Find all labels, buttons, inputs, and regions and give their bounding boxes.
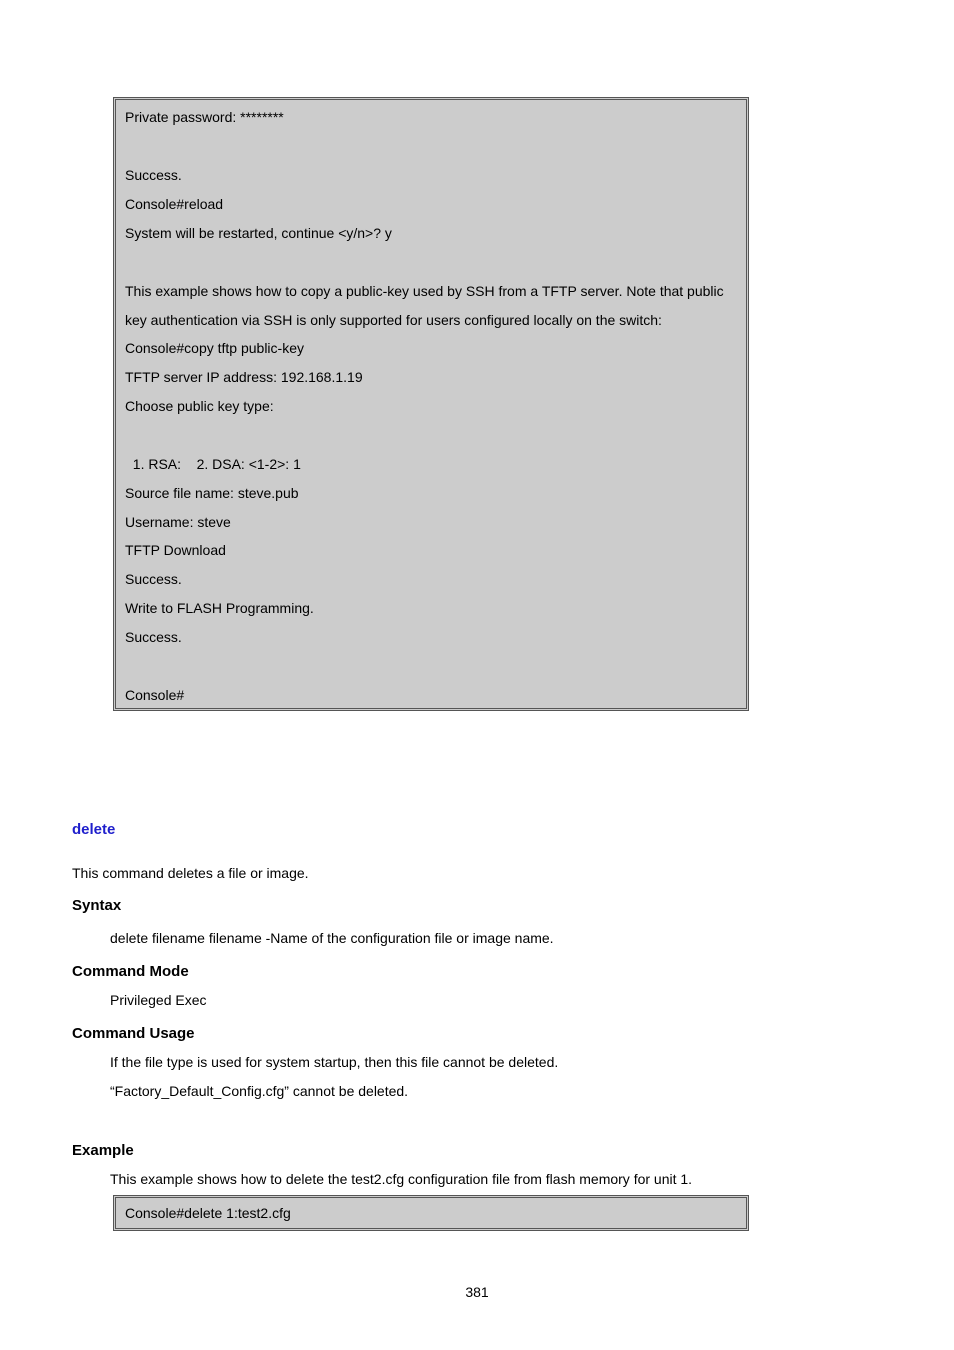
console-line: Success. xyxy=(125,571,182,587)
example-text: This example shows how to delete the test2.cfg configuration file from flash memory for unit 1. xyxy=(110,1171,693,1187)
console-line: key authentication via SSH is only supported for users configured locally on the switch: xyxy=(125,312,662,328)
command-mode-heading: Command Mode xyxy=(72,963,189,980)
command-usage-heading: Command Usage xyxy=(72,1025,195,1042)
syntax-text: delete filename filename -Name of the configuration file or image name. xyxy=(110,930,554,946)
console-line: Console#delete 1:test2.cfg xyxy=(125,1205,291,1221)
console-line: Success. xyxy=(125,167,182,183)
console-example-box xyxy=(113,1195,749,1231)
example-heading: Example xyxy=(72,1142,134,1159)
console-line: Source file name: steve.pub xyxy=(125,485,299,501)
console-line: Private password: ******** xyxy=(125,109,284,125)
console-line: Choose public key type: xyxy=(125,398,274,414)
command-title: delete xyxy=(72,821,116,838)
console-line: System will be restarted, continue <y/n>? y xyxy=(125,225,392,241)
usage-line: “Factory_Default_Config.cfg” cannot be deleted. xyxy=(110,1083,409,1099)
console-line: TFTP server IP address: 192.168.1.19 xyxy=(125,369,363,385)
console-line: Username: steve xyxy=(125,514,231,530)
console-line: This example shows how to copy a public-key used by SSH from a TFTP server. Note that public xyxy=(125,283,724,299)
console-line: Console#reload xyxy=(125,196,224,212)
console-line: TFTP Download xyxy=(125,542,226,558)
console-line: Console# xyxy=(125,687,185,703)
console-line: Console#copy tftp public-key xyxy=(125,340,304,356)
console-line: 1. RSA: 2. DSA: <1-2>: 1 xyxy=(125,456,301,472)
usage-line: If the file type is used for system startup, then this file cannot be deleted. xyxy=(110,1054,559,1070)
syntax-heading: Syntax xyxy=(72,897,122,914)
command-mode-text: Privileged Exec xyxy=(110,992,207,1008)
page-number: 381 xyxy=(465,1284,489,1300)
console-output-box xyxy=(113,97,749,711)
console-line: Success. xyxy=(125,629,182,645)
console-line: Write to FLASH Programming. xyxy=(125,600,314,616)
command-description: This command deletes a file or image. xyxy=(72,865,309,881)
